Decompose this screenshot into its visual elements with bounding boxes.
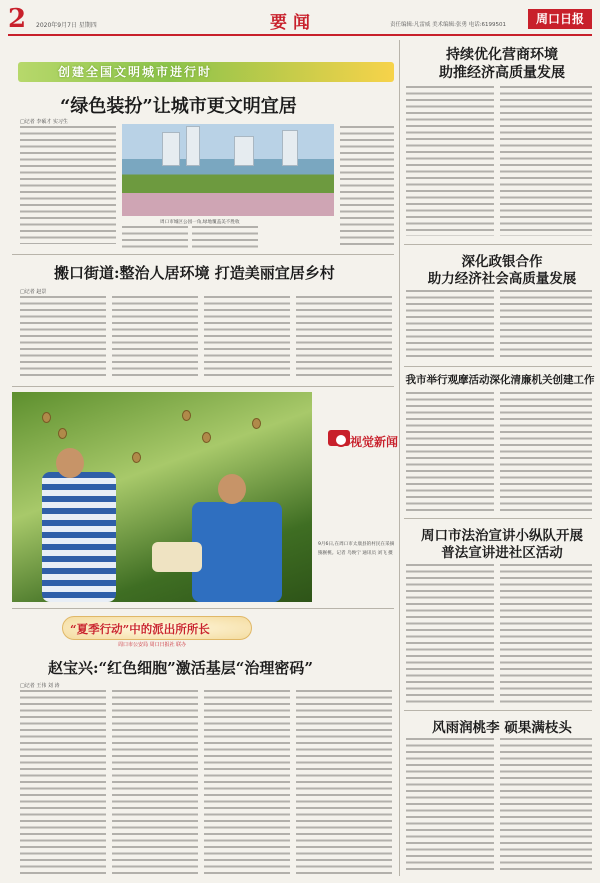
article-body: [406, 392, 494, 512]
farmer-head: [218, 474, 246, 504]
banner-summer-text: “夏季行动”中的派出所所长: [70, 622, 210, 636]
banner-summer-subtext: 周口市公安局 周口日报社 联办: [118, 642, 187, 648]
headline-banqiao[interactable]: 搬口街道:整治人居环境 打造美丽宜居乡村: [54, 264, 335, 282]
visual-news-label: 视觉新闻: [350, 435, 399, 449]
article-body: [296, 296, 392, 378]
column-divider: [399, 40, 400, 876]
banner-civilized-text: 创建全国文明城市进行时: [58, 65, 213, 79]
article-body: [204, 296, 290, 378]
date-line: 2020年9月7日 星期四: [36, 22, 97, 29]
header-rule: [8, 34, 592, 36]
photo-caption-kiwi: 9月6日,在周口市太康县的村民在采摘猕猴桃。记者 乌焕宁 通讯员 刘飞 摄: [318, 542, 395, 556]
fruit-shape: [202, 432, 211, 443]
photo-caption-city: 周口市城区公园一角,绿地覆盖美不胜收: [160, 220, 240, 225]
fruit-shape: [182, 410, 191, 421]
headline-business-1[interactable]: 持续优化营商环境: [446, 47, 558, 63]
article-body: [192, 226, 258, 248]
divider: [12, 254, 394, 255]
article-body: [20, 690, 106, 874]
article-body: [20, 296, 106, 378]
article-body: [406, 738, 494, 874]
headline-zhao[interactable]: 赵宝兴:“红色细胞”激活基层“治理密码”: [48, 659, 314, 677]
headline-reform-2[interactable]: 助力经济社会高质量发展: [427, 271, 577, 287]
building-shape: [234, 136, 254, 166]
photo-city-park[interactable]: [122, 124, 334, 216]
farmer-figure: [192, 502, 282, 602]
article-body: [204, 690, 290, 874]
masthead: [0, 0, 600, 36]
article-body: [500, 392, 592, 512]
divider: [404, 366, 592, 367]
fruit-shape: [132, 452, 141, 463]
building-shape: [162, 132, 180, 166]
divider: [404, 518, 592, 519]
camera-icon: [328, 430, 350, 446]
article-body: [406, 290, 494, 360]
section-title: 要闻: [270, 13, 316, 33]
article-body: [20, 126, 116, 244]
article-body: [406, 564, 494, 704]
divider: [12, 608, 394, 609]
building-shape: [186, 126, 200, 166]
article-body: [112, 296, 198, 378]
article-body: [500, 564, 592, 704]
headline-green[interactable]: “绿色装扮”让城市更文明宜居: [60, 96, 297, 117]
article-body: [122, 226, 188, 248]
headline-law-2[interactable]: 普法宣讲进社区活动: [441, 545, 563, 561]
fruit-shape: [252, 418, 261, 429]
farmer-figure: [42, 472, 116, 602]
byline-green: □记者 李硕才 实习生: [20, 119, 68, 125]
headline-business-2[interactable]: 助推经济高质量发展: [439, 65, 565, 81]
article-body: [296, 690, 392, 874]
article-body: [500, 738, 592, 874]
newspaper-logo: 周口日报: [528, 9, 592, 29]
article-body: [340, 126, 394, 248]
farmer-head: [56, 448, 84, 478]
fruit-shape: [58, 428, 67, 439]
divider: [404, 710, 592, 711]
headline-ceremony[interactable]: 我市举行观摩活动深化清廉机关创建工作: [405, 374, 595, 386]
editor-info: 责任编辑:凡雷威 美术编辑:张勇 电话:6199501: [390, 22, 507, 28]
headline-reform-1[interactable]: 深化政银合作: [461, 254, 543, 270]
article-body: [500, 290, 592, 360]
byline-zhao: □记者 王伟 刘 涛: [20, 683, 60, 689]
headline-law-1[interactable]: 周口市法治宣讲小纵队开展: [421, 528, 583, 544]
article-body: [112, 690, 198, 874]
divider: [12, 386, 394, 387]
headline-fengyu[interactable]: 风雨润桃李 硕果满枝头: [432, 720, 572, 736]
photo-kiwi-harvest[interactable]: [12, 392, 312, 602]
byline-banqiao: □记者 赵景: [20, 289, 47, 295]
divider: [404, 244, 592, 245]
article-body: [500, 86, 592, 236]
building-shape: [282, 130, 298, 166]
article-body: [406, 86, 494, 236]
fruit-shape: [42, 412, 51, 423]
page-number: 2: [8, 4, 27, 34]
fruit-basket: [152, 542, 202, 572]
